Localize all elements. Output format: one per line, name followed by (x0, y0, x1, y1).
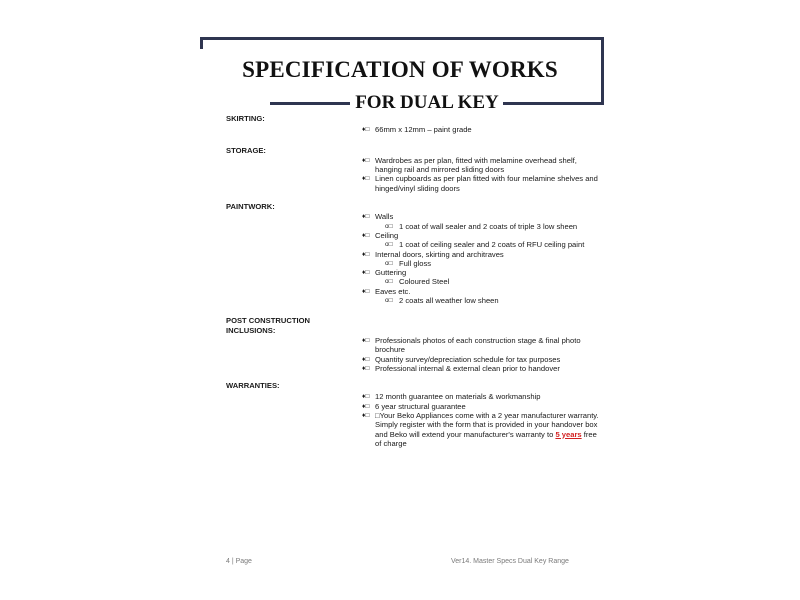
bullet-icon: ♦□ (362, 156, 370, 164)
footer-page-number: 4 | Page (226, 558, 252, 565)
sub-list-item: o□ 2 coats all weather low sheen (385, 296, 499, 306)
bullet-icon: ♦□ (362, 364, 370, 372)
skirting-list (362, 125, 606, 134)
sub-bullet-icon: o□ (385, 278, 393, 286)
subtitle-rule-right (503, 102, 604, 105)
section-heading-post-construction: POST CONSTRUCTION INCLUSIONS: (226, 316, 310, 335)
bullet-icon: ♦□ (362, 126, 370, 134)
list-item: ♦□ 12 month guarantee on materials & workmanship (362, 392, 541, 402)
sub-list-item: o□ Full gloss (385, 258, 432, 268)
section-skirting (226, 114, 606, 135)
bullet-icon: ♦□ (362, 393, 370, 401)
bullet-icon: ♦□ (362, 402, 370, 410)
list-item: ♦□ Eaves etc. (362, 286, 411, 296)
section-heading-warranties: WARRANTIES: (226, 381, 280, 391)
page-subtitle: FOR DUAL KEY (355, 92, 499, 113)
list-item: ♦□ Professional internal & external clean prior to handover (362, 363, 560, 373)
beko-warranty-text: □Your Beko Appliances come with a 2 year manufacturer warranty. Simply register with the form that is provided in your handover box and Beko will extend your manufacturer's warranty to (375, 411, 599, 439)
sub-bullet-icon: o□ (385, 222, 393, 230)
list-item: ♦□ Internal doors, skirting and architraves (362, 249, 504, 259)
spec-content (226, 114, 606, 448)
sub-list-item: o□ Coloured Steel (385, 277, 450, 287)
list-item: ♦□ □Your Beko Appliances come with a 2 year manufacturer warranty. Simply register with the form that is provided in your handover box and Beko will extend your manufacturer's warranty to 5 years free of charge (362, 411, 599, 448)
list-item: ♦□ Professionals photos of each construction stage & final photo brochure (362, 335, 581, 355)
sub-bullet-icon: o□ (385, 259, 393, 267)
bullet-icon: ♦□ (362, 231, 370, 239)
sub-bullet-icon: o□ (385, 241, 393, 249)
list-item: ♦□ Walls (362, 212, 394, 222)
warranties-list (362, 392, 602, 448)
bullet-icon: ♦□ (362, 412, 370, 420)
warranty-years-highlight: 5 years (555, 429, 582, 439)
bullet-icon: ♦□ (362, 287, 370, 295)
bullet-icon: ♦□ (362, 213, 370, 221)
sub-list-item: o□ 1 coat of ceiling sealer and 2 coats of RFU ceiling paint (385, 240, 585, 250)
subtitle-rule-left (270, 102, 350, 105)
bullet-icon: ♦□ (362, 250, 370, 258)
list-item: ♦□ Guttering (362, 268, 407, 278)
paintwork-list (362, 212, 606, 305)
bullet-icon: ♦□ (362, 355, 370, 363)
bullet-icon: ♦□ (362, 336, 370, 344)
sub-list-item: o□ 1 coat of wall sealer and 2 coats of triple 3 low sheen (385, 221, 578, 231)
post-construction-list (362, 336, 602, 373)
section-post-construction (226, 316, 606, 373)
section-paintwork (226, 202, 606, 305)
section-heading-storage: STORAGE: (226, 145, 266, 155)
storage-list (362, 156, 606, 193)
list-item: ♦□ Linen cupboards as per plan fitted with four melamine shelves and hinged/vinyl sliding doors (362, 174, 598, 193)
footer-version: Ver14. Master Specs Dual Key Range (451, 558, 569, 565)
bullet-icon: ♦□ (362, 269, 370, 277)
section-heading-skirting: SKIRTING: (226, 114, 265, 123)
page-title: SPECIFICATION OF WORKS (242, 57, 558, 82)
section-warranties (226, 381, 606, 448)
list-item: ♦□ 6 year structural guarantee (362, 401, 466, 411)
header-frame-left-line (200, 37, 203, 49)
list-item: ♦□ Wardrobes as per plan, fitted with melamine overhead shelf, hanging rail and mirrored sliding doors (362, 155, 577, 175)
header-frame-top-line (200, 37, 604, 40)
list-item: ♦□ Quantity survey/depreciation schedule for tax purposes (362, 354, 561, 364)
section-storage (226, 146, 606, 193)
section-heading-paintwork: PAINTWORK: (226, 202, 275, 212)
bullet-icon: ♦□ (362, 175, 370, 183)
sub-bullet-icon: o□ (385, 297, 393, 305)
list-item: ♦□ Ceiling (362, 230, 399, 240)
list-item: ♦□ 66mm x 12mm – paint grade (362, 125, 472, 135)
